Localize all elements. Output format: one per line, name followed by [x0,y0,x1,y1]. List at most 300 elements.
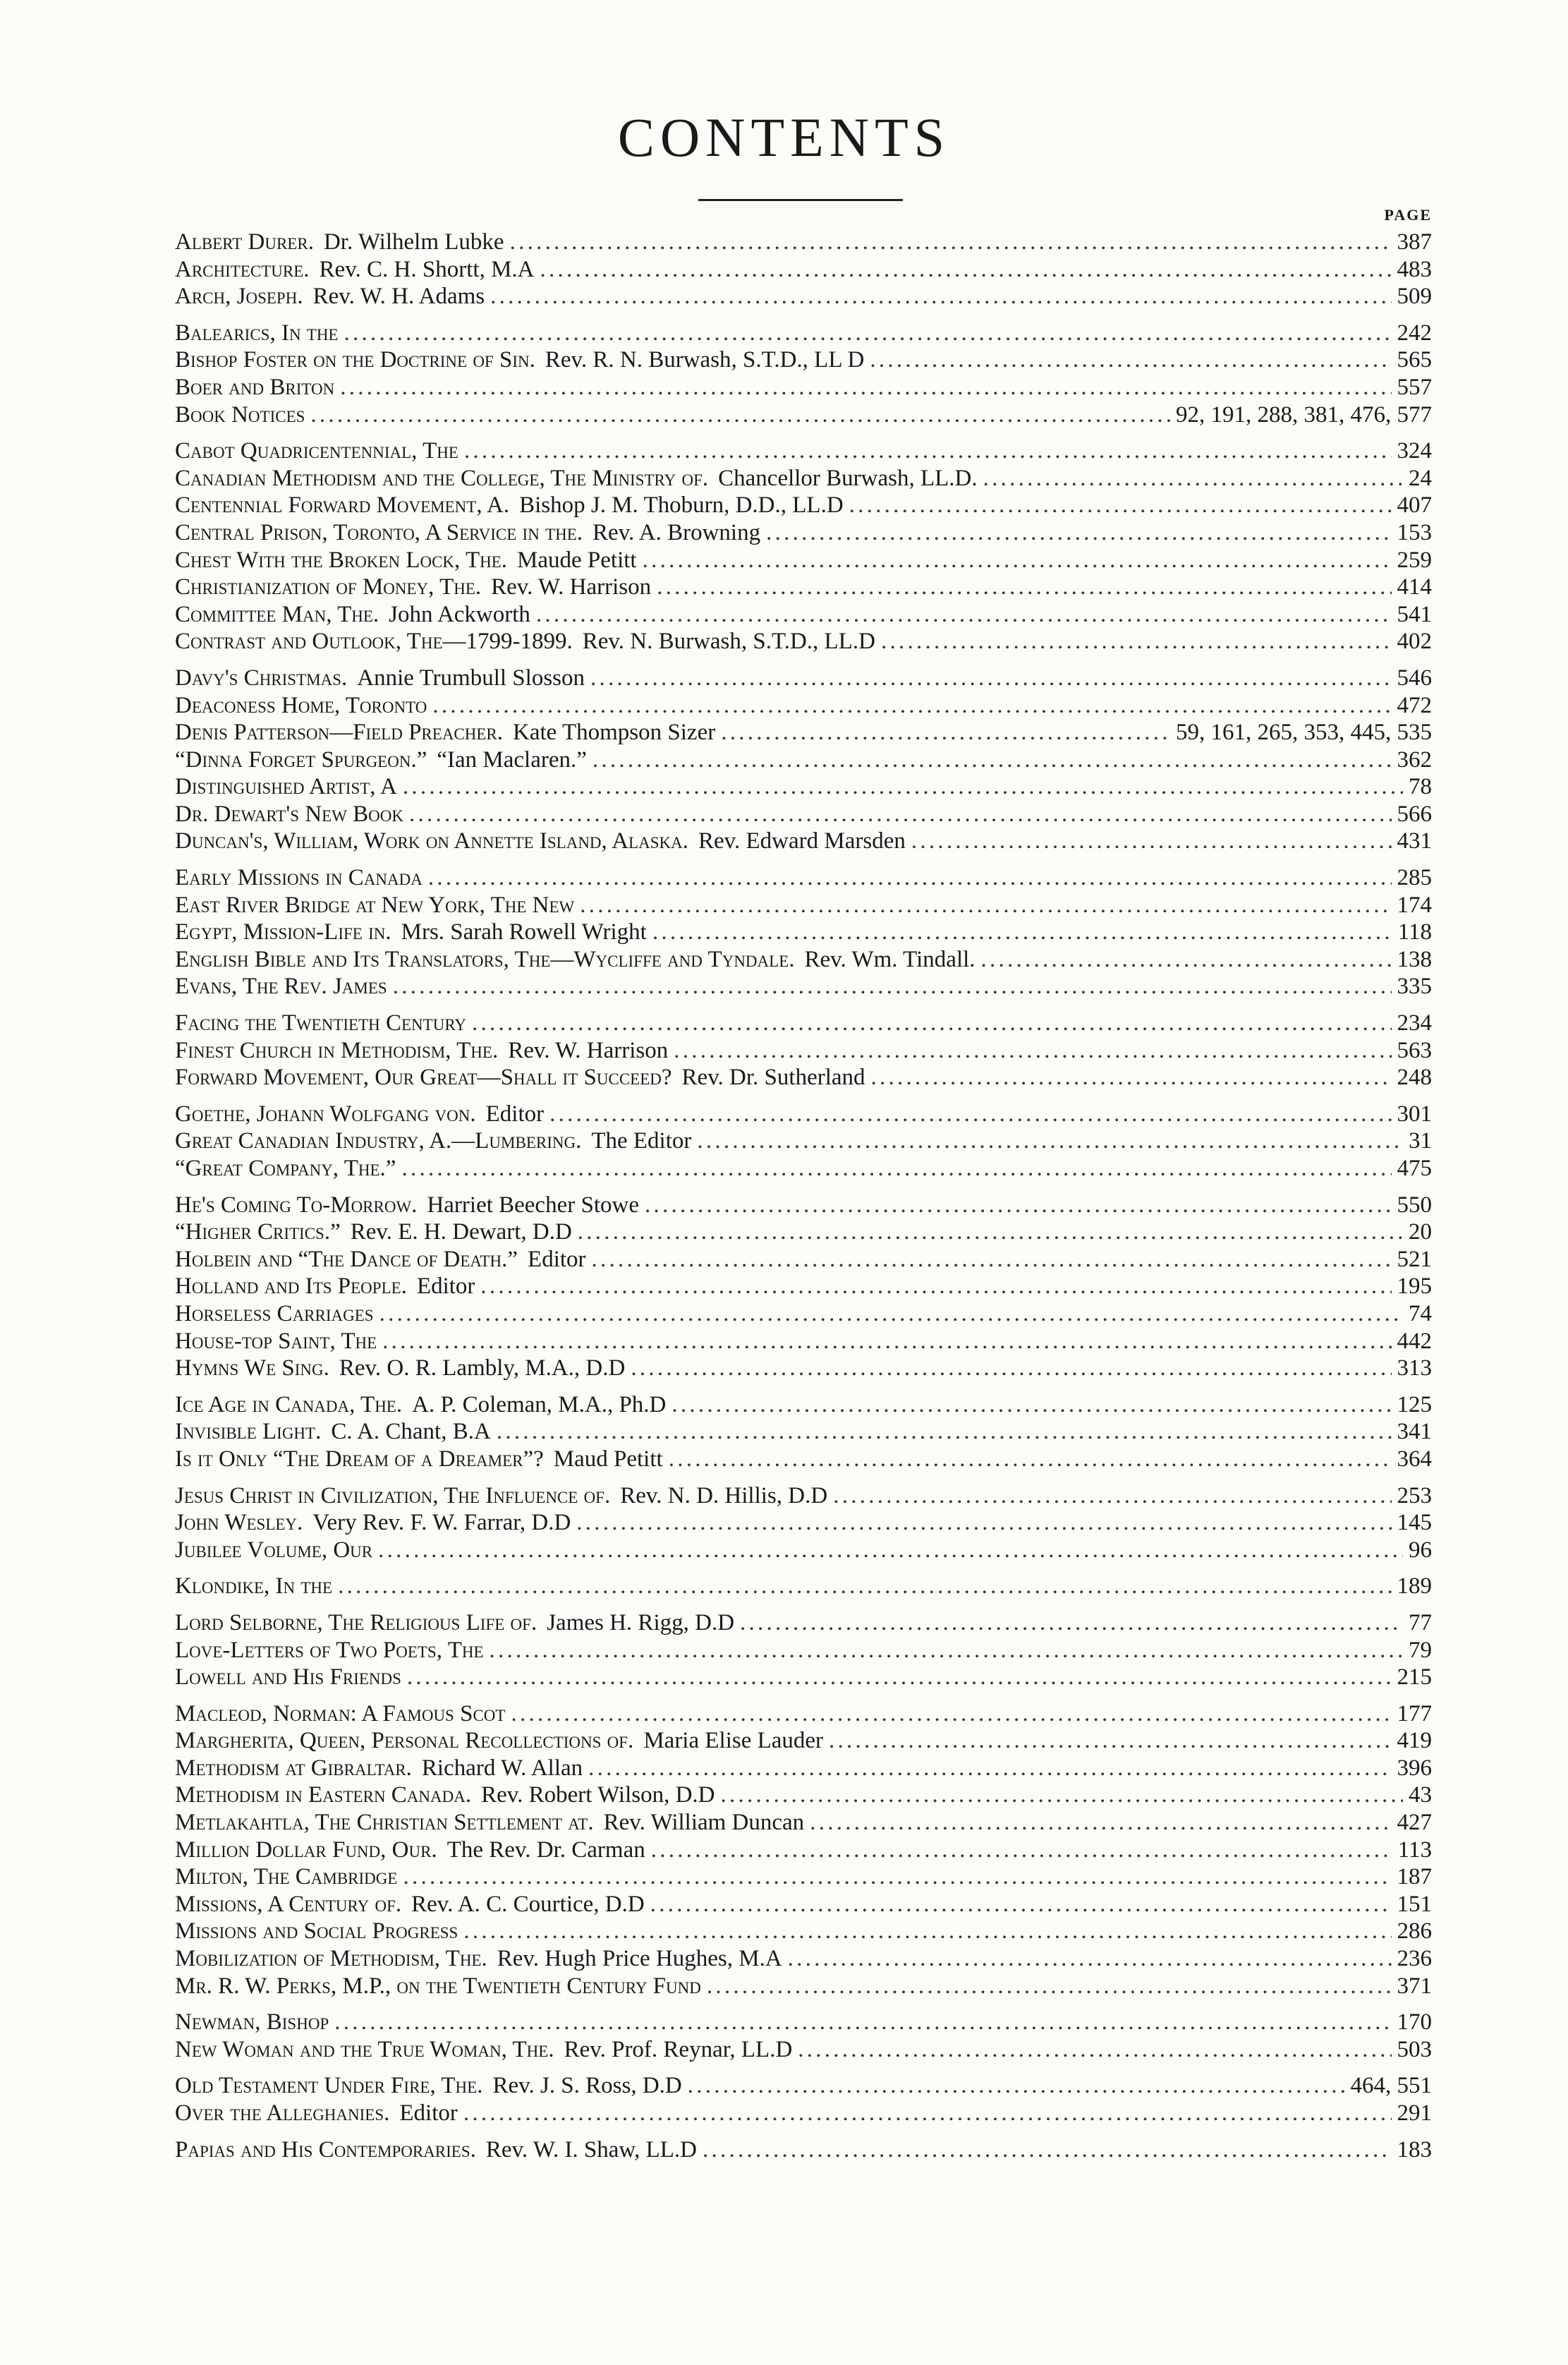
entry-author: Maria Elise Lauder [643,1728,824,1754]
dot-leader [432,693,1391,719]
entry-title: Lowell and His Friends [175,1664,401,1690]
dot-leader [871,1065,1392,1091]
dot-leader [497,1419,1392,1445]
dot-leader [338,1573,1391,1599]
contents-entry [175,466,1432,493]
dot-leader [592,747,1392,773]
entry-author: Rev. William Duncan [603,1810,805,1836]
entry-page-number: 371 [1397,1973,1432,1999]
dot-leader [881,629,1392,655]
entry-page-number: 125 [1397,1391,1432,1417]
entry-title: Over the Alleghanies. [175,2100,390,2126]
entry-page-number: 92, 191, 288, 381, 476, 577 [1176,401,1432,428]
entry-author: The Rev. Dr. Carman [446,1837,645,1863]
entry-page-number: 153 [1397,519,1432,545]
entry-page-number: 248 [1397,1065,1432,1091]
dot-leader [310,402,1170,428]
entry-page-number: 521 [1397,1246,1432,1272]
entry-page-number: 78 [1409,774,1432,800]
entry-page-number: 59, 161, 265, 353, 445, 535 [1176,720,1432,746]
entry-title: Denis Patterson—Field Preacher. [175,720,504,746]
entry-title: “Great Company, The.” [175,1156,396,1181]
dot-leader [578,1219,1403,1245]
entry-title: Distinguished Artist, A [175,774,397,800]
entry-author: Harriet Beecher Stowe [427,1192,639,1218]
entry-author: Chancellor Burwash, LL.D. [718,465,978,491]
entry-page-number: 483 [1397,256,1432,282]
contents-entry [175,720,1432,747]
entry-title: Arch, Joseph. [175,284,303,310]
entry-page-number: 242 [1397,320,1432,346]
entry-page-number: 236 [1397,1946,1432,1972]
entry-title: Duncan's, William, Work on Annette Island, Alaska. [175,828,688,854]
entry-title: Methodism in Eastern Canada. [175,1782,472,1808]
entry-author: Rev. E. H. Dewart, D.D [350,1219,572,1245]
dot-leader [981,947,1392,973]
entry-page-number: 285 [1397,865,1432,891]
entry-title: Holland and Its People. [175,1274,407,1300]
contents-entry [175,347,1432,375]
dot-leader [382,1329,1391,1355]
entry-author: Bishop J. M. Thoburn, D.D., LL.D [519,492,844,519]
contents-entry [175,257,1432,284]
dot-leader [536,602,1392,628]
dot-leader [688,2073,1345,2099]
dot-leader [697,1128,1403,1154]
contents-entry [175,665,1432,693]
dot-leader [740,1610,1403,1636]
entry-author: Rev. W. Harrison [491,574,652,600]
contents-entry [175,947,1432,974]
entry-title: Evans, The Rev. James [175,974,387,1000]
entry-author: John Ackworth [389,601,530,627]
contents-entry [175,1010,1432,1038]
entry-page-number: 550 [1397,1192,1432,1218]
dot-leader [721,720,1170,746]
entry-title: Old Testament Under Fire, The. [175,2073,483,2099]
dot-leader [631,1355,1391,1381]
entry-author: Maude Petitt [517,547,637,573]
contents-entry [175,2137,1432,2165]
entry-title: Hymns We Sing. [175,1355,329,1381]
contents-entry [175,1864,1432,1892]
entry-page-number: 118 [1397,919,1432,945]
entry-title: Cabot Quadricentennial, The [175,438,458,464]
entry-title: He's Coming To-Morrow. [175,1192,418,1218]
entry-title: Is it Only “The Dream of a Dreamer”? [175,1446,544,1472]
entry-title: Ice Age in Canada, The. [175,1391,403,1417]
entry-page-number: 541 [1397,601,1432,627]
entry-page-number: 301 [1397,1101,1432,1127]
entry-page-number: 324 [1397,438,1432,464]
dot-leader [643,548,1392,574]
entry-author: Rev. Prof. Reynar, LL.D [564,2036,793,2062]
entry-author: Richard W. Allan [421,1755,583,1781]
entry-author: Rev. W. Harrison [508,1037,669,1063]
dot-leader [340,375,1391,401]
entry-title: Finest Church in Methodism, The. [175,1037,499,1063]
dot-leader [480,1274,1391,1300]
entry-author: Rev. A. Browning [592,519,761,545]
entry-title: Jesus Christ in Civilization, The Influence of. [175,1482,611,1508]
contents-entry [175,1782,1432,1810]
entry-title: Mr. R. W. Perks, M.P., on the Twentieth Century Fund [175,1973,701,1999]
dot-leader [464,438,1392,464]
dot-leader [721,1782,1403,1808]
dot-leader [344,320,1392,346]
dot-leader [540,257,1392,283]
entry-author: Rev. C. H. Shortt, M.A [319,256,535,282]
dot-leader [788,1946,1392,1972]
dot-leader [490,1638,1403,1664]
entry-author: The Editor [591,1128,692,1154]
contents-entry [175,774,1432,802]
entry-title: Dr. Dewart's New Book [175,801,403,827]
entry-page-number: 427 [1397,1810,1432,1836]
entry-author: Rev. N. Burwash, S.T.D., LL.D [582,629,875,655]
entry-title: Million Dollar Fund, Our. [175,1837,437,1863]
entry-title: Albert Durer. [175,229,314,255]
entry-author: Rev. A. C. Courtice, D.D [411,1891,645,1917]
entry-title: Centennial Forward Movement, A. [175,492,510,519]
entry-author: Rev. N. D. Hillis, D.D [620,1482,828,1508]
entry-title: Early Missions in Canada [175,865,423,891]
dot-leader [588,1755,1391,1782]
entry-title: Newman, Bishop [175,2009,329,2036]
entry-page-number: 503 [1397,2036,1432,2062]
entry-page-number: 362 [1397,746,1432,773]
contents-entry [175,1446,1432,1474]
entry-author: Editor [416,1274,475,1300]
dot-leader [407,1664,1392,1690]
dot-leader [334,2009,1391,2036]
contents-entry [175,693,1432,720]
entry-title: Missions, A Century of. [175,1891,402,1917]
entry-title: Contrast and Outlook, The—1799-1899. [175,629,573,655]
entry-page-number: 464, 551 [1350,2073,1432,2099]
contents-entry [175,1973,1432,2001]
entry-page-number: 170 [1397,2009,1432,2036]
entry-page-number: 187 [1397,1864,1432,1890]
entry-page-number: 557 [1397,374,1432,400]
entry-title: “Higher Critics.” [175,1219,341,1245]
entry-author: Rev. Edward Marsden [698,828,906,854]
contents-entry [175,1219,1432,1247]
entry-title: English Bible and Its Translators, The—Wycliffe and Tyndale. [175,946,795,972]
entry-page-number: 313 [1397,1355,1432,1381]
contents-entry [175,1610,1432,1638]
contents-entry [175,602,1432,629]
dot-leader [870,347,1391,373]
dot-leader [651,1837,1392,1863]
contents-entry [175,1946,1432,1973]
entry-author: Dr. Wilhelm Lubke [323,229,504,255]
entry-title: Davy's Christmas. [175,665,348,691]
entry-page-number: 431 [1397,828,1432,854]
entry-author: Rev. Wm. Tindall. [804,946,976,972]
contents-entry [175,438,1432,466]
contents-entry [175,2009,1432,2037]
contents-entry [175,1101,1432,1129]
contents-entry [175,802,1432,829]
entry-page-number: 442 [1397,1328,1432,1354]
entry-author: Rev. R. N. Burwash, S.T.D., LL D [545,347,865,373]
entry-title: Margherita, Queen, Personal Recollections of. [175,1728,634,1754]
contents-entry [175,1837,1432,1865]
entry-page-number: 387 [1397,229,1432,255]
entry-page-number: 177 [1397,1700,1432,1726]
entry-title: Christianization of Money, The. [175,574,482,600]
entry-title: Canadian Methodism and the College, The Ministry of. [175,465,709,491]
entry-page-number: 43 [1409,1782,1432,1808]
contents-entry [175,2100,1432,2128]
entry-page-number: 291 [1397,2100,1432,2126]
entry-title: Mobilization of Methodism, The. [175,1946,487,1972]
entry-title: “Dinna Forget Spurgeon.” [175,746,427,773]
title-rule [698,199,903,201]
dot-leader [511,1701,1391,1727]
entry-page-number: 566 [1397,801,1432,827]
dot-leader [703,2137,1391,2163]
entry-page-number: 183 [1397,2136,1432,2163]
entry-page-number: 341 [1397,1419,1432,1445]
contents-entry [175,1065,1432,1092]
entry-page-number: 472 [1397,692,1432,718]
entry-title: Great Canadian Industry, A.—Lumbering. [175,1128,582,1154]
entry-author: Rev. O. R. Lambly, M.A., D.D [339,1355,626,1381]
entry-page-number: 24 [1409,465,1432,491]
entry-title: Love-Letters of Two Poets, The [175,1637,484,1663]
entry-title: Invisible Light. [175,1419,322,1445]
entry-author: Rev. Robert Wilson, D.D [481,1782,715,1808]
entry-author: Rev. W. I. Shaw, LL.D [485,2136,698,2163]
entry-title: House-top Saint, The [175,1328,377,1354]
entry-page-number: 563 [1397,1037,1432,1063]
dot-leader [849,492,1392,519]
entry-title: Goethe, Johann Wolfgang von. [175,1101,476,1127]
contents-list [175,229,1432,2164]
dot-leader [798,2037,1391,2063]
entry-title: Holbein and “The Dance of Death.” [175,1246,518,1272]
entry-author: Rev. Hugh Price Hughes, M.A [497,1946,782,1972]
entry-author: Kate Thompson Sizer [513,720,716,746]
entry-title: Architecture. [175,256,310,282]
entry-page-number: 419 [1397,1728,1432,1754]
entry-title: Deaconess Home, Toronto [175,692,427,718]
entry-title: Papias and His Contemporaries. [175,2136,476,2163]
dot-leader [657,574,1391,600]
dot-leader [669,1446,1392,1472]
contents-entry [175,2073,1432,2100]
contents-entry [175,1755,1432,1783]
entry-page-number: 286 [1397,1918,1432,1944]
dot-leader [580,893,1391,919]
dot-leader [766,520,1391,546]
contents-entry [175,1329,1432,1356]
contents-entry [175,1638,1432,1665]
dot-leader [428,865,1392,891]
dot-leader [576,1510,1391,1536]
entry-page-number: 189 [1397,1573,1432,1599]
dot-leader [510,229,1392,255]
entry-author: James H. Rigg, D.D [547,1609,735,1635]
entry-author: Maud Petitt [553,1446,663,1472]
contents-entry [175,229,1432,257]
contents-entry [175,828,1432,856]
dot-leader [403,1864,1391,1890]
entry-page-number: 335 [1397,974,1432,1000]
contents-entry [175,1537,1432,1565]
dot-leader [911,828,1392,854]
contents-entry [175,974,1432,1001]
entry-page-number: 234 [1397,1010,1432,1036]
contents-entry [175,492,1432,520]
dot-leader [671,1392,1391,1418]
dot-leader [403,774,1403,800]
dot-leader [592,1247,1392,1273]
entry-page-number: 407 [1397,492,1432,519]
entry-page-number: 402 [1397,629,1432,655]
entry-page-number: 138 [1397,946,1432,972]
page-title: CONTENTS [617,107,951,168]
dot-leader [650,1892,1392,1918]
entry-author: Editor [528,1246,586,1272]
entry-title: Committee Man, The. [175,601,379,627]
dot-leader [829,1728,1391,1754]
contents-entry [175,1274,1432,1301]
entry-title: Chest With the Broken Lock, The. [175,547,508,573]
entry-page-number: 96 [1409,1537,1432,1563]
contents-entry [175,1392,1432,1420]
contents-entry [175,1810,1432,1837]
entry-title: Bishop Foster on the Doctrine of Sin. [175,347,535,373]
contents-entry [175,1247,1432,1274]
entry-title: Horseless Carriages [175,1300,374,1326]
entry-page-number: 74 [1409,1300,1432,1326]
contents-entry [175,1892,1432,1919]
entry-title: Metlakahtla, The Christian Settlement at. [175,1810,594,1836]
entry-page-number: 151 [1397,1891,1432,1917]
contents-entry [175,919,1432,947]
dot-leader [652,919,1392,945]
entry-title: Jubilee Volume, Our [175,1537,373,1563]
entry-title: Forward Movement, Our Great—Shall it Succeed? [175,1065,672,1091]
entry-title: Klondike, In the [175,1573,333,1599]
contents-entry [175,1701,1432,1729]
entry-page-number: 475 [1397,1156,1432,1181]
entry-page-number: 509 [1397,284,1432,310]
contents-entry [175,1192,1432,1220]
dot-leader [401,1156,1391,1182]
entry-author: Mrs. Sarah Rowell Wright [401,919,647,945]
entry-title: Milton, The Cambridge [175,1864,398,1890]
entry-title: Balearics, In the [175,320,339,346]
contents-entry [175,402,1432,430]
dot-leader [378,1537,1403,1563]
dot-leader [645,1192,1392,1218]
entry-page-number: 215 [1397,1664,1432,1690]
contents-entry [175,629,1432,656]
entry-page-number: 414 [1397,574,1432,600]
contents-entry [175,1728,1432,1755]
contents-entry [175,548,1432,575]
dot-leader [463,1918,1391,1944]
dot-leader [833,1483,1391,1509]
entry-page-number: 396 [1397,1755,1432,1781]
dot-leader [393,974,1392,1000]
contents-entry [175,375,1432,402]
contents-entry [175,1510,1432,1537]
entry-page-number: 565 [1397,347,1432,373]
dot-leader [590,665,1392,691]
dot-leader [983,466,1403,492]
dot-leader [379,1301,1403,1327]
entry-page-number: 259 [1397,547,1432,573]
dot-leader [472,1010,1392,1036]
contents-entry [175,865,1432,893]
entry-author: C. A. Chant, B.A [331,1419,491,1445]
contents-entry [175,1128,1432,1156]
entry-title: Missions and Social Progress [175,1918,458,1944]
entry-page-number: 77 [1409,1609,1432,1635]
entry-title: Book Notices [175,401,305,428]
contents-entry [175,284,1432,311]
entry-title: Macleod, Norman: A Famous Scot [175,1700,506,1726]
contents-entry [175,1355,1432,1383]
entry-title: Methodism at Gibraltar. [175,1755,412,1781]
dot-leader [463,2100,1392,2127]
entry-page-number: 145 [1397,1510,1432,1536]
entry-author: Annie Trumbull Slosson [357,665,585,691]
contents-entry [175,893,1432,920]
entry-author: Very Rev. F. W. Farrar, D.D [312,1510,571,1536]
contents-entry [175,1156,1432,1183]
entry-page-number: 113 [1397,1837,1432,1863]
dot-leader [810,1810,1391,1836]
entry-author: Rev. W. H. Adams [312,284,485,310]
entry-author: Editor [485,1101,545,1127]
entry-page-number: 174 [1397,892,1432,918]
entry-page-number: 195 [1397,1274,1432,1300]
entry-author: Rev. Dr. Sutherland [681,1065,865,1091]
entry-title: East River Bridge at New York, The New [175,892,575,918]
dot-leader [707,1973,1392,2000]
contents-entry [175,1483,1432,1511]
entry-title: Facing the Twentieth Century [175,1010,466,1036]
dot-leader [674,1038,1391,1064]
contents-entry [175,1573,1432,1601]
entry-author: “Ian Maclaren.” [437,746,587,773]
entry-title: Central Prison, Toronto, A Service in the. [175,519,583,545]
entry-title: John Wesley. [175,1510,303,1536]
contents-entry [175,574,1432,602]
entry-page-number: 20 [1409,1219,1432,1245]
contents-entry [175,520,1432,548]
dot-leader [549,1101,1391,1127]
contents-entry [175,1664,1432,1692]
entry-title: Egypt, Mission-Life in. [175,919,391,945]
entry-title: Lord Selborne, The Religious Life of. [175,1609,537,1635]
entry-page-number: 546 [1397,665,1432,691]
entry-page-number: 253 [1397,1482,1432,1508]
entry-page-number: 31 [1409,1128,1432,1154]
contents-entry [175,1419,1432,1446]
dot-leader [490,284,1391,310]
contents-entry [175,2037,1432,2064]
contents-entry [175,320,1432,348]
entry-title: Boer and Briton [175,374,335,400]
dot-leader [409,802,1392,828]
